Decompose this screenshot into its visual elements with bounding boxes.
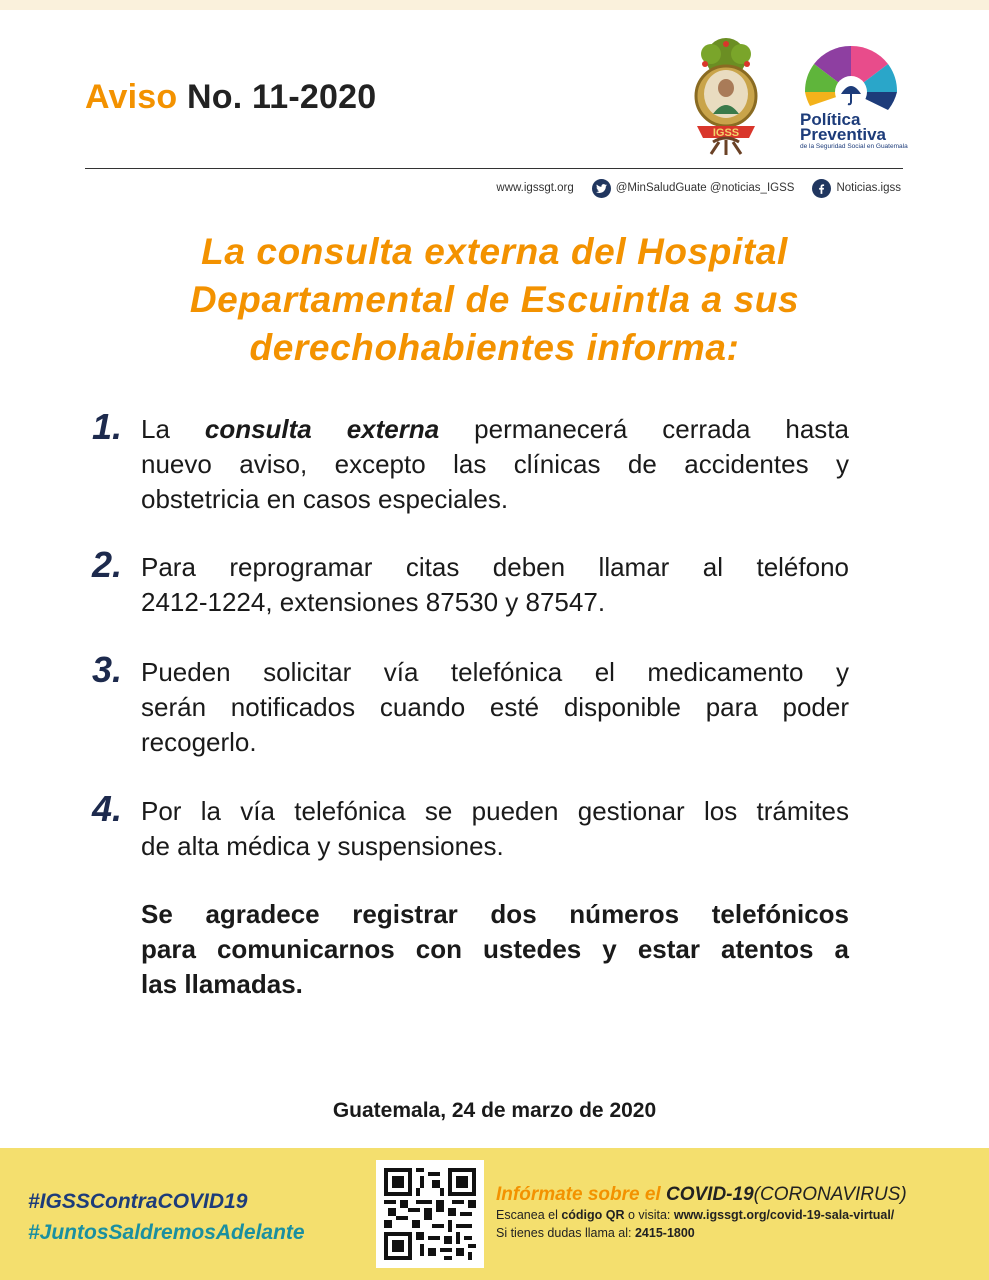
igss-logo-label: IGSS (712, 127, 740, 139)
item-number: 3. (92, 649, 123, 690)
headline: La consulta externa del Hospital Departamental de Escuintla a sus derechohabientes informa: (189, 231, 800, 368)
item-number: 2. (92, 544, 123, 585)
social-links (496, 178, 901, 198)
item-number: 1. (92, 406, 123, 447)
issue-date: Guatemala, 24 de marzo de 2020 (332, 1099, 657, 1122)
item-text: Pueden solicitar vía telefónica el medicamento y serán notificados cuando esté disponible para poder recogerlo. (141, 657, 849, 757)
website-link[interactable]: www.igssgt.org (496, 182, 574, 194)
item-number: 4. (92, 788, 123, 829)
covid-virtual-room-link[interactable]: www.igssgt.org/covid-19-sala-virtual/ (673, 1208, 895, 1222)
politica-preventiva-subtitle: de la Seguridad Social en Guatemala (800, 143, 908, 150)
thanks-note: Se agradece registrar dos números telefónicos para comunicarnos con ustedes y estar atentos a las llamadas. (141, 899, 849, 999)
covid-info: Infórmate sobre el COVID-19(CORONAVIRUS) Escanea el código QR o visita: www.igssgt.org/covid-19-sala-virtual/ Si tienes dudas llama al: 2415-1800 (496, 1184, 907, 1240)
header-divider (85, 168, 903, 169)
item-text: Para reprogramar citas deben llamar al teléfono 2412-1224, extensiones 87530 y 87547. (141, 552, 849, 617)
hashtag-juntos: #JuntosSaldremosAdelante (28, 1221, 305, 1244)
qr-code-icon (384, 1168, 476, 1260)
footer-banner (0, 1148, 989, 1280)
facebook-page[interactable]: Noticias.igss (836, 182, 901, 194)
politica-preventiva-wordmark: Política Preventiva (800, 110, 886, 144)
qr-code[interactable] (376, 1160, 484, 1268)
emphasis: consulta externa (204, 414, 440, 444)
twitter-handles[interactable]: @MinSaludGuate @noticias_IGSS (615, 182, 795, 194)
help-phone[interactable]: 2415-1800 (634, 1226, 695, 1240)
top-strip (0, 0, 989, 10)
igss-logo (683, 34, 769, 156)
item-text: La consulta externa permanecerá cerrada hasta nuevo aviso, excepto las clínicas de accidentes y obstetricia en casos especiales. (141, 414, 849, 514)
item-text: Por la vía telefónica se pueden gestionar los trámites de alta médica y suspensiones. (141, 796, 849, 861)
twitter-icon (592, 179, 611, 198)
notice-title: Aviso No. 11-2020 (85, 78, 377, 116)
hashtag-igss: #IGSSContraCOVID19 (28, 1190, 248, 1213)
facebook-icon (812, 179, 831, 198)
